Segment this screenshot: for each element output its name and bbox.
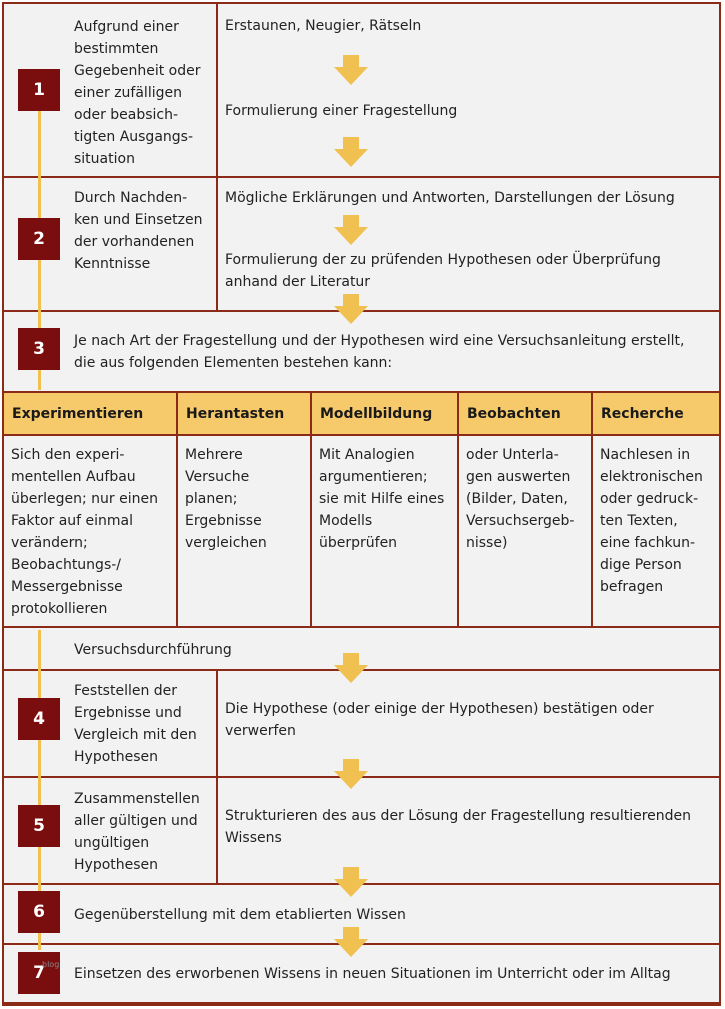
method-header-label: Experimentieren — [12, 405, 144, 422]
down-arrow-icon — [334, 215, 368, 245]
step-4-result: Die Hypothese (oder einige der Hypothesen) bestätigen oder verwerfen — [225, 701, 654, 739]
method-header — [593, 393, 719, 434]
step-2-explanation: Mögliche Erklärungen und Antworten, Darstellungen der Lösung — [225, 190, 675, 206]
step-1-description: Aufgrund einer bestimmten Gegebenheit oder einer zufälligen oder beabsich- tigten Ausgangs- situation — [74, 19, 201, 167]
down-arrow-icon — [334, 927, 368, 957]
step-4-description: Feststellen der Ergebnisse und Vergleich mit den Hypothesen — [74, 683, 197, 765]
down-arrow-icon — [334, 294, 368, 324]
execution-label: Versuchsdurchführung — [74, 642, 232, 658]
method-text-herantasten: Mehrere Versuche planen; Ergebnisse vergleichen — [185, 447, 267, 551]
step-number-badge: 1 — [18, 69, 60, 111]
down-arrow-icon — [334, 653, 368, 683]
step-7-text: Einsetzen des erworbenen Wissens in neuen Situationen im Unterricht oder im Alltag — [74, 966, 671, 982]
method-text-modellbildung: Mit Analogien argumentieren; sie mit Hilfe eines Modells überprüfen — [319, 447, 445, 551]
step-1-reaction: Erstaunen, Neugier, Rätseln — [225, 18, 422, 34]
method-header — [459, 393, 591, 434]
method-header-label: Modellbildung — [320, 405, 433, 422]
step-2-description: Durch Nachden- ken und Einsetzen der vorhandenen Kenntnisse — [74, 190, 203, 272]
step-number-badge: 6 — [18, 891, 60, 933]
method-header-label: Recherche — [601, 405, 684, 422]
step-number-badge: 7 — [18, 952, 60, 994]
step-number-badge: 4 — [18, 698, 60, 740]
step-3-text: Je nach Art der Fragestellung und der Hypothesen wird eine Versuchsanleitung erstellt, die aus folgenden Elementen bestehen kann: — [74, 333, 685, 371]
down-arrow-icon — [334, 867, 368, 897]
flow-diagram-frame — [2, 2, 721, 1006]
method-header-label: Beobachten — [467, 405, 561, 422]
method-header-label: Herantasten — [186, 405, 285, 422]
method-text-beobachten: oder Unterla- gen auswerten (Bilder, Daten, Versuchsergeb- nisse) — [466, 447, 575, 551]
method-header — [312, 393, 457, 434]
down-arrow-icon — [334, 137, 368, 167]
step-5-result: Strukturieren des aus der Lösung der Fragestellung resultierenden Wissens — [225, 808, 692, 846]
step-6-text: Gegenüberstellung mit dem etablierten Wissen — [74, 907, 406, 923]
method-text-recherche: Nachlesen in elektronischen oder gedruck- ten Texten, eine fachkun- dige Person befragen — [600, 447, 703, 595]
step-2-hypotheses: Formulierung der zu prüfenden Hypothesen oder Überprüfung anhand der Literatur — [225, 252, 661, 290]
method-header — [178, 393, 310, 434]
step-number-badge: 3 — [18, 328, 60, 370]
watermark-text: blog — [42, 960, 60, 969]
method-header — [4, 393, 176, 434]
step-number-badge: 2 — [18, 218, 60, 260]
step-5-description: Zusammenstellen aller gültigen und ungültigen Hypothesen — [74, 791, 200, 873]
down-arrow-icon — [334, 55, 368, 85]
down-arrow-icon — [334, 759, 368, 789]
step-number-badge: 5 — [18, 805, 60, 847]
method-text-experimentieren: Sich den experi- mentellen Aufbau überlegen; nur einen Faktor auf einmal verändern; Beobachtungs-/ Messergebnisse protokollieren — [11, 447, 158, 617]
step-1-result: Formulierung einer Fragestellung — [225, 103, 458, 119]
